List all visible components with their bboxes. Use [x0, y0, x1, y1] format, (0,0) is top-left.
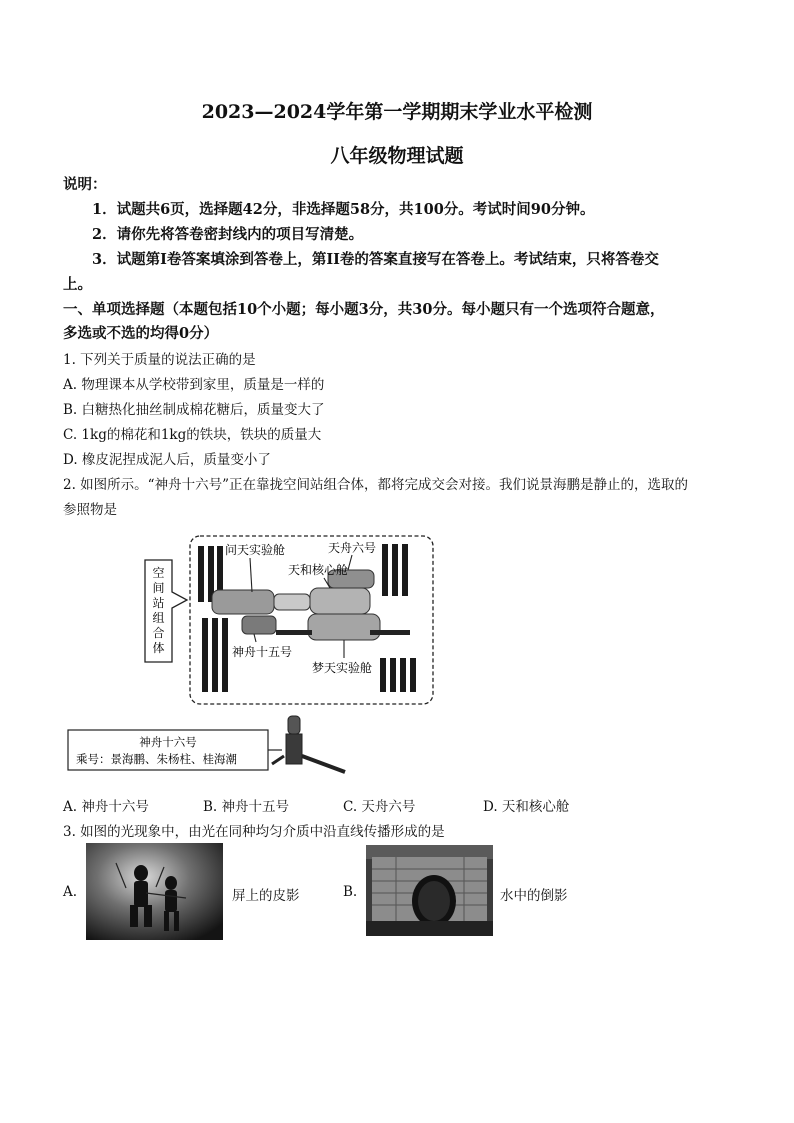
side-label-char: 站 [152, 596, 165, 610]
space-station-label-box [145, 560, 187, 662]
question-2-option-c: C. 天舟六号 [343, 799, 416, 815]
question-1-option: A. 物理课本从学校带到家里，质量是一样的 [63, 377, 325, 393]
note-item: 2．请你先将答卷密封线内的项目写清楚。 [92, 226, 364, 243]
question-2-stem: 2. 如图所示。“神舟十六号”正在靠拢空间站组合体，都将完成交会对接。我们说景海鹏是静止的，选取的 [63, 477, 688, 493]
question-3-stem: 3. 如图的光现象中，由光在同种均匀介质中沿直线传播形成的是 [63, 824, 445, 840]
label-mengtian: 梦天实验舱 [312, 661, 373, 675]
question-1-option: B. 白糖热化抽丝制成棉花糖后，质量变大了 [63, 402, 325, 418]
question-1-option: C. 1kg的棉花和1kg的铁块，铁块的质量大 [63, 427, 322, 443]
label-tianzhou: 天舟六号 [328, 541, 377, 555]
crew-box-title: 神舟十六号 [139, 735, 197, 749]
side-label-char: 合 [152, 626, 165, 640]
question-2-option-b: B. 神舟十五号 [203, 799, 290, 815]
label-shenzhou15: 神舟十五号 [232, 645, 293, 659]
side-label-char: 体 [152, 641, 165, 655]
question-1-stem: 1. 下列关于质量的说法正确的是 [63, 352, 256, 368]
question-3-option-a-letter: A. [63, 884, 78, 900]
page-subtitle: 八年级物理试题 [330, 145, 464, 167]
question-3-option-b-letter: B. [343, 884, 358, 900]
crew-info-box [68, 730, 282, 770]
side-label-char: 组 [152, 611, 165, 625]
question-3-option-a-caption: 屏上的皮影 [232, 888, 300, 904]
space-station-figure [60, 530, 480, 780]
question-2-option-a: A. 神舟十六号 [63, 799, 149, 815]
section-heading-cont: 多选或不选的均得0分） [63, 325, 219, 342]
notes-heading: 说明： [63, 176, 107, 193]
note-item: 3．试题第I卷答案填涂到答卷上，第II卷的答案直接写在答卷上。考试结束，只将答卷交 [92, 251, 659, 268]
note-item: 1．试题共6页，选择题42分，非选择题58分，共100分。考试时间90分钟。 [92, 201, 595, 218]
station-modules [212, 570, 410, 640]
question-3-option-b-caption: 水中的倒影 [500, 888, 568, 904]
shadow-puppet-image [86, 843, 223, 940]
question-1-option: D. 橡皮泥捏成泥人后，质量变小了 [63, 452, 271, 468]
label-tianhe: 天和核心舱 [288, 563, 349, 577]
bridge-reflection-image [366, 845, 493, 936]
label-wentian: 问天实验舱 [225, 543, 286, 557]
section-heading: 一、单项选择题（本题包括10个小题；每小题3分，共30分。每小题只有一个选项符合题意， [63, 301, 665, 318]
crew-box-crew: 乘号：景海鹏、朱杨柱、桂海潮 [76, 752, 237, 766]
page-title: 2023—2024学年第一学期期末学业水平检测 [201, 101, 593, 123]
question-2-option-d: D. 天和核心舱 [483, 799, 570, 815]
side-label-char: 空 [152, 566, 165, 580]
note-item: 上。 [63, 276, 92, 293]
shenzhou16-spacecraft-image [272, 716, 345, 772]
question-2-stem-cont: 参照物是 [63, 502, 117, 518]
side-label-char: 间 [152, 581, 165, 595]
